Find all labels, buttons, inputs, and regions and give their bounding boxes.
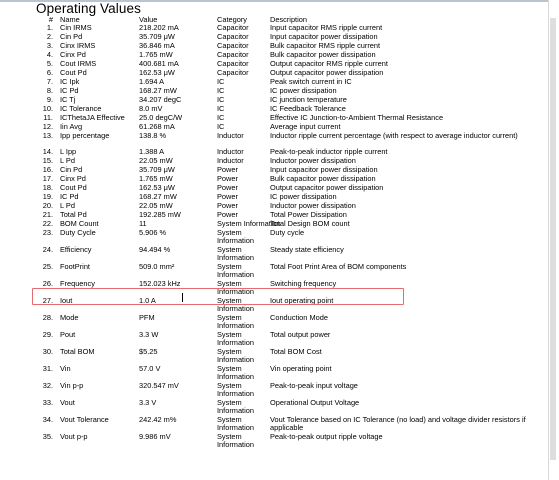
row-name: Iout xyxy=(60,296,73,305)
row-category: Capacitor xyxy=(217,41,249,50)
column-header-name: Name xyxy=(60,15,80,24)
row-number: 11. xyxy=(43,113,53,122)
row-value: 320.547 mV xyxy=(139,381,179,390)
row-name: Cout Pd xyxy=(60,68,87,77)
row-name: Total BOM xyxy=(60,347,95,356)
row-description: Duty cycle xyxy=(270,228,305,237)
column-header-number: # xyxy=(48,15,53,24)
row-name: IC Pd xyxy=(60,192,79,201)
row-value: 1.765 mW xyxy=(139,50,173,59)
row-number: 13. xyxy=(42,131,53,140)
row-description: IC Feedback Tolerance xyxy=(270,104,346,113)
row-name: Total Pd xyxy=(60,210,87,219)
row-name: L Pd xyxy=(60,156,75,165)
row-description: Iout operating point xyxy=(270,296,334,305)
table-row xyxy=(40,331,550,348)
row-number: 6. xyxy=(46,68,53,77)
row-number: 30. xyxy=(42,347,53,356)
row-name: IC Tj xyxy=(60,95,76,104)
row-number: 27. xyxy=(42,296,53,305)
row-number: 22. xyxy=(42,219,53,228)
row-number: 31. xyxy=(42,364,53,373)
row-category: System Information xyxy=(217,313,254,330)
row-value: 509.0 mm² xyxy=(139,262,175,271)
table-body xyxy=(40,24,550,450)
row-number: 7. xyxy=(46,77,53,86)
row-category: IC xyxy=(217,104,225,113)
row-description: Vin operating point xyxy=(270,364,332,373)
row-category: IC xyxy=(217,95,225,104)
row-description: Peak-to-peak output ripple voltage xyxy=(270,432,383,441)
row-category: Capacitor xyxy=(217,59,249,68)
row-value: 5.906 % xyxy=(139,228,167,237)
row-name: Vout p-p xyxy=(60,432,88,441)
row-number: 18. xyxy=(42,183,53,192)
row-value: 1.694 A xyxy=(139,77,165,86)
row-category: System Information xyxy=(217,262,254,279)
row-description: Total Power Dissipation xyxy=(270,210,347,219)
row-value: 218.202 mA xyxy=(139,23,179,32)
row-name: Mode xyxy=(60,313,79,322)
row-value: 400.681 mA xyxy=(139,59,179,68)
row-value: 11 xyxy=(139,219,147,228)
row-description: Conduction Mode xyxy=(270,313,328,322)
row-name: Cin IRMS xyxy=(60,23,92,32)
row-name: L Ipp xyxy=(60,147,77,156)
row-category: Capacitor xyxy=(217,50,249,59)
row-value: 3.3 W xyxy=(139,330,159,339)
row-category: Capacitor xyxy=(217,68,249,77)
row-number: 16. xyxy=(42,165,53,174)
row-category: System Information xyxy=(217,296,254,313)
row-name: Vout xyxy=(60,398,75,407)
row-description: Operational Output Voltage xyxy=(270,398,360,407)
row-description: Inductor power dissipation xyxy=(270,156,356,165)
row-category: System Information xyxy=(217,245,254,262)
row-name: Vin p-p xyxy=(60,381,84,390)
row-name: Cinx Pd xyxy=(60,174,86,183)
row-number: 19. xyxy=(42,192,53,201)
row-value: 192.285 mW xyxy=(139,210,181,219)
row-value: 242.42 m% xyxy=(139,415,177,424)
row-value: 1.0 A xyxy=(139,296,156,305)
row-category: IC xyxy=(217,122,225,131)
table-row xyxy=(40,348,550,365)
row-value: 1.765 mW xyxy=(139,174,173,183)
row-description: Bulk capacitor RMS ripple current xyxy=(270,41,381,50)
row-name: Efficiency xyxy=(60,245,92,254)
row-description: Input capacitor power dissipation xyxy=(270,32,378,41)
row-number: 21. xyxy=(42,210,53,219)
row-category: Power xyxy=(217,165,238,174)
table-row xyxy=(40,365,550,382)
row-description: IC junction temperature xyxy=(270,95,347,104)
row-number: 4. xyxy=(46,50,53,59)
row-value: 61.268 mA xyxy=(139,122,175,131)
row-number: 29. xyxy=(42,330,53,339)
row-value: 162.53 μW xyxy=(139,183,175,192)
table-row xyxy=(40,246,550,263)
row-description: Input capacitor power dissipation xyxy=(270,165,378,174)
row-category: System Information xyxy=(217,364,254,381)
section-title: Operating Values xyxy=(36,1,141,16)
row-number: 23. xyxy=(42,228,53,237)
row-number: 8. xyxy=(46,86,53,95)
row-name: Cout Pd xyxy=(60,183,87,192)
row-number: 20. xyxy=(42,201,53,210)
row-name: Cinx IRMS xyxy=(60,41,96,50)
row-name: Cin Pd xyxy=(60,165,83,174)
row-name: ICThetaJA Effective xyxy=(60,113,125,122)
row-category: Inductor xyxy=(217,147,244,156)
row-number: 14. xyxy=(42,147,53,156)
row-description: Peak switch current in IC xyxy=(270,77,352,86)
table-row xyxy=(40,314,550,331)
row-category: Inductor xyxy=(217,156,244,165)
row-value: 35.709 μW xyxy=(139,165,175,174)
row-category: Power xyxy=(217,201,238,210)
row-value: 57.0 V xyxy=(139,364,161,373)
row-name: Frequency xyxy=(60,279,95,288)
row-category: System Information xyxy=(217,432,254,449)
row-name: IC Pd xyxy=(60,86,79,95)
row-number: 2. xyxy=(46,32,53,41)
row-description: Total Design BOM count xyxy=(270,219,350,228)
row-category: Power xyxy=(217,210,238,219)
row-number: 17. xyxy=(42,174,53,183)
row-number: 25. xyxy=(42,262,53,271)
row-category: Power xyxy=(217,192,238,201)
row-description: Total output power xyxy=(270,330,331,339)
row-category: System Information xyxy=(217,219,281,228)
row-value: $5.25 xyxy=(139,347,158,356)
table-row xyxy=(40,132,550,148)
row-description: Switching frequency xyxy=(270,279,337,288)
row-description: IC power dissipation xyxy=(270,192,337,201)
row-description: Steady state efficiency xyxy=(270,245,344,254)
table-row xyxy=(40,433,550,450)
row-category: System Information xyxy=(217,347,254,364)
row-value: 152.023 kHz xyxy=(139,279,181,288)
row-description: Total Foot Print Area of BOM components xyxy=(270,262,407,271)
row-value: 22.05 mW xyxy=(139,156,173,165)
row-number: 5. xyxy=(46,59,53,68)
row-number: 15. xyxy=(42,156,53,165)
table-row xyxy=(40,229,550,246)
row-description: Inductor ripple current percentage (with respect to average inductor current) xyxy=(270,131,518,140)
row-description: Bulk capacitor power dissipation xyxy=(270,50,376,59)
row-category: IC xyxy=(217,86,225,95)
row-name: FootPrint xyxy=(60,262,90,271)
row-number: 34. xyxy=(42,415,53,424)
row-number: 33. xyxy=(42,398,53,407)
row-value: 3.3 V xyxy=(139,398,157,407)
row-value: 35.709 μW xyxy=(139,32,175,41)
row-description: Inductor power dissipation xyxy=(270,201,356,210)
row-name: Cout IRMS xyxy=(60,59,97,68)
row-value: 34.207 degC xyxy=(139,95,182,104)
row-description: Average input current xyxy=(270,122,341,131)
row-number: 32. xyxy=(42,381,53,390)
row-category: IC xyxy=(217,113,225,122)
row-number: 3. xyxy=(46,41,53,50)
row-description: Effective IC Junction-to-Ambient Thermal Resistance xyxy=(270,113,444,122)
row-category: System Information xyxy=(217,228,254,245)
row-name: Cinx Pd xyxy=(60,50,86,59)
row-number: 9. xyxy=(46,95,53,104)
table-row xyxy=(40,263,550,280)
row-value: 94.494 % xyxy=(139,245,171,254)
row-category: Capacitor xyxy=(217,32,249,41)
row-value: 25.0 degC/W xyxy=(139,113,183,122)
row-number: 28. xyxy=(42,313,53,322)
operating-values-table xyxy=(40,16,550,450)
row-name: IC Tolerance xyxy=(60,104,102,113)
row-name: Vin xyxy=(60,364,71,373)
row-name: Pout xyxy=(60,330,76,339)
text-cursor xyxy=(182,293,183,302)
row-description: Peak-to-peak input voltage xyxy=(270,381,358,390)
row-category: Power xyxy=(217,174,238,183)
row-number: 10. xyxy=(42,104,53,113)
row-name: IC Ipk xyxy=(60,77,80,86)
row-description: Input capacitor RMS ripple current xyxy=(270,23,383,32)
row-description: Total BOM Cost xyxy=(270,347,322,356)
row-name: Ipp percentage xyxy=(60,131,110,140)
row-category: Power xyxy=(217,183,238,192)
table-row xyxy=(40,416,550,433)
table-row xyxy=(40,382,550,399)
row-value: 1.388 A xyxy=(139,147,165,156)
row-category: Capacitor xyxy=(217,23,249,32)
row-name: Vout Tolerance xyxy=(60,415,109,424)
row-number: 1. xyxy=(46,23,53,32)
column-header-description: Description xyxy=(270,15,307,24)
highlight-box xyxy=(32,288,404,305)
row-name: BOM Count xyxy=(60,219,99,228)
row-number: 26. xyxy=(42,279,53,288)
row-value: 9.986 mV xyxy=(139,432,171,441)
row-value: 8.0 mV xyxy=(139,104,163,113)
row-value: 36.846 mA xyxy=(139,41,175,50)
table-row xyxy=(40,399,550,416)
row-value: 168.27 mW xyxy=(139,86,177,95)
row-name: Duty Cycle xyxy=(60,228,96,237)
row-number: 12. xyxy=(42,122,53,131)
row-category: System Information xyxy=(217,279,254,296)
row-name: Iin Avg xyxy=(60,122,83,131)
row-description: Output capacitor power dissipation xyxy=(270,183,384,192)
row-value: PFM xyxy=(139,313,155,322)
row-description: Bulk capacitor power dissipation xyxy=(270,174,376,183)
row-name: Cin Pd xyxy=(60,32,83,41)
row-value: 162.53 μW xyxy=(139,68,175,77)
column-header-value: Value xyxy=(139,15,158,24)
row-name: L Pd xyxy=(60,201,75,210)
row-category: System Information xyxy=(217,398,254,415)
row-number: 24. xyxy=(42,245,53,254)
row-description: IC power dissipation xyxy=(270,86,337,95)
row-number: 35. xyxy=(42,432,53,441)
row-description: Vout Tolerance based on IC Tolerance (no load) and voltage divider resistors if applicable xyxy=(270,415,526,432)
row-description: Peak-to-peak inductor ripple current xyxy=(270,147,388,156)
row-description: Output capacitor power dissipation xyxy=(270,68,384,77)
column-header-category: Category xyxy=(217,15,247,24)
row-category: System Information xyxy=(217,381,254,398)
scrollbar-thumb[interactable] xyxy=(550,18,556,460)
row-category: Inductor xyxy=(217,131,244,140)
row-value: 22.05 mW xyxy=(139,201,173,210)
row-value: 168.27 mW xyxy=(139,192,177,201)
row-category: System Information xyxy=(217,415,254,432)
row-description: Output capacitor RMS ripple current xyxy=(270,59,388,68)
row-category: IC xyxy=(217,77,225,86)
row-value: 138.8 % xyxy=(139,131,167,140)
row-category: System Information xyxy=(217,330,254,347)
